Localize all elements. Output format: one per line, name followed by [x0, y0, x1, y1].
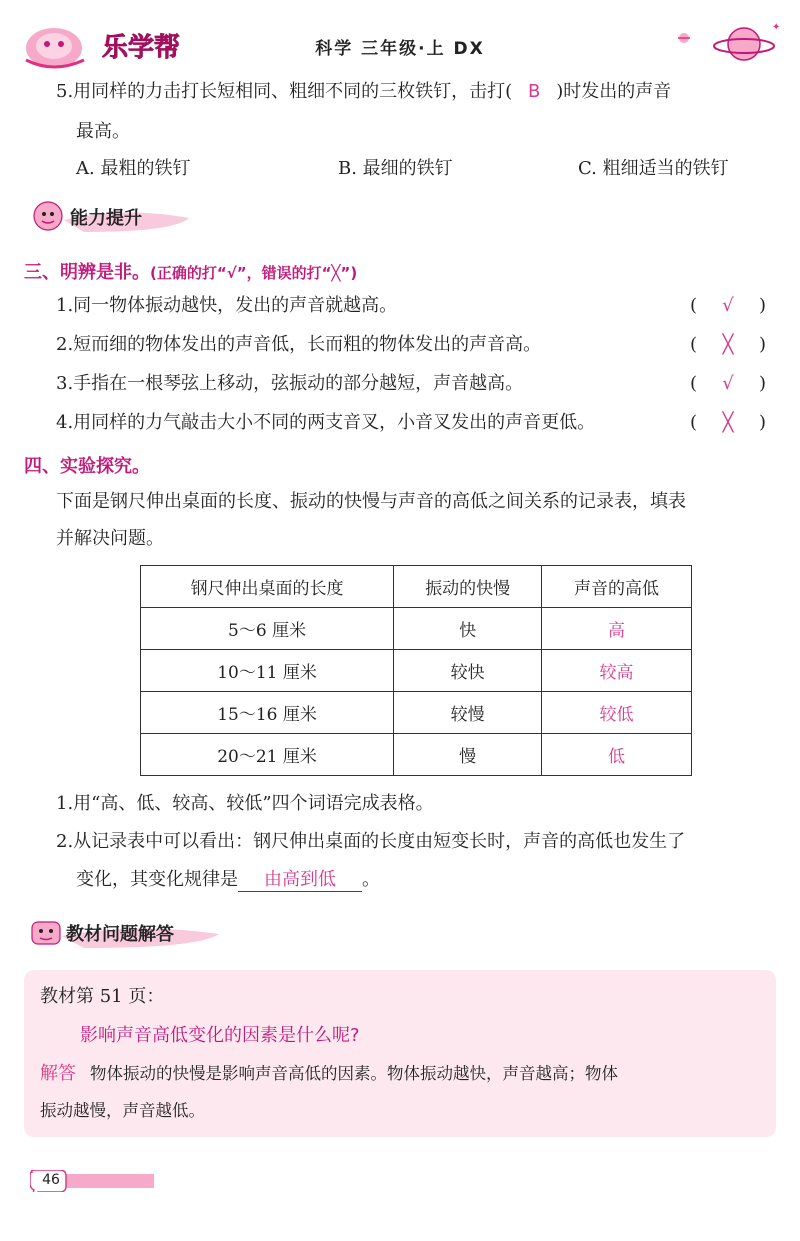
table-cell: 较快	[394, 650, 542, 692]
q5-line2: 最高。	[76, 121, 130, 142]
table-header: 钢尺伸出桌面的长度	[141, 566, 394, 608]
table-answer-cell: 较高	[542, 650, 692, 692]
paren-close: )	[759, 295, 767, 316]
paren-close: )	[759, 334, 767, 355]
table-cell: 15～16 厘米	[141, 692, 394, 734]
s4-q1: 1.用“高、低、较高、较低”四个词语完成表格。	[56, 793, 434, 814]
section4-heading: 四、实验探究。	[24, 456, 150, 477]
s3-answer-3	[690, 372, 780, 396]
svg-text:✦: ✦	[772, 22, 781, 33]
table-row	[141, 734, 692, 776]
s3-answer-2	[690, 333, 780, 357]
table-row	[141, 650, 692, 692]
s4-q2-answer: 由高到低	[238, 869, 362, 892]
page-number: 46	[42, 1172, 60, 1188]
s3-mark-3: √	[722, 373, 734, 394]
s4-q2-prefix: 变化，其变化规律是	[76, 869, 238, 890]
record-table	[140, 565, 692, 776]
header-title: 科学 三年级·上 DX	[315, 39, 485, 59]
banner-ability	[24, 196, 194, 236]
banner-textbook	[24, 912, 224, 952]
s3-answer-4	[690, 411, 780, 435]
table-answer-cell: 低	[542, 734, 692, 776]
table-header-row	[141, 566, 692, 608]
table-header: 声音的高低	[542, 566, 692, 608]
planet-icon	[664, 16, 784, 72]
textbook-question: 影响声音高低变化的因素是什么呢?	[80, 1025, 360, 1046]
table-cell: 5～6 厘米	[141, 608, 394, 650]
paren-open: (	[690, 412, 698, 433]
paren-open: (	[690, 295, 698, 316]
banner-ability-label: 能力提升	[70, 208, 142, 229]
answer-label: 解答	[40, 1063, 76, 1084]
paren-open: (	[690, 373, 698, 394]
table-answer-cell: 高	[542, 608, 692, 650]
answer-text-1: 物体振动的快慢是影响声音高低的因素。物体振动越快，声音越高；物体	[90, 1064, 618, 1083]
paren-open: (	[690, 334, 698, 355]
s4-q2-line2	[76, 868, 380, 892]
logo-text: 乐学帮	[102, 33, 181, 63]
s3-item-1: 1.同一物体振动越快，发出的声音就越高。	[56, 295, 398, 316]
q5-option-c: C. 粗细适当的铁钉	[578, 158, 729, 179]
table-cell: 20～21 厘米	[141, 734, 394, 776]
q5-option-a: A. 最粗的铁钉	[76, 158, 191, 179]
q5-line1	[56, 80, 671, 104]
textbook-page-ref: 教材第 51 页：	[40, 986, 165, 1007]
table-cell: 10～11 厘米	[141, 650, 394, 692]
table-row	[141, 692, 692, 734]
s4-intro-line1: 下面是钢尺伸出桌面的长度、振动的快慢与声音的高低之间关系的记录表，填表	[56, 491, 686, 512]
s3-item-2: 2.短而细的物体发出的声音低，长而粗的物体发出的声音高。	[56, 334, 542, 355]
q5-prefix: 5.用同样的力击打长短相同、粗细不同的三枚铁钉，击打(	[56, 81, 513, 102]
section3-note: (正确的打“√”，错误的打“╳”)	[150, 264, 358, 282]
section3-heading: 三、明辨是非。	[24, 262, 150, 283]
table-cell: 较慢	[394, 692, 542, 734]
q5-answer: B	[528, 81, 541, 102]
s3-item-4: 4.用同样的力气敲击大小不同的两支音叉，小音叉发出的声音更低。	[56, 412, 596, 433]
textbook-answer-line1	[40, 1062, 618, 1086]
table-answer-cell: 较低	[542, 692, 692, 734]
table-row	[141, 608, 692, 650]
s3-mark-2: ╳	[722, 334, 734, 355]
s4-q2-suffix: 。	[362, 869, 380, 890]
paren-close: )	[759, 412, 767, 433]
table-header: 振动的快慢	[394, 566, 542, 608]
table-cell: 快	[394, 608, 542, 650]
s4-intro-line2: 并解决问题。	[56, 528, 164, 549]
q5-suffix: )时发出的声音	[556, 81, 672, 102]
banner-textbook-label: 教材问题解答	[66, 924, 174, 945]
s3-answer-1	[690, 294, 780, 318]
s3-mark-4: ╳	[722, 412, 734, 433]
s4-q2-line1: 2.从记录表中可以看出：钢尺伸出桌面的长度由短变长时，声音的高低也发生了	[56, 831, 686, 852]
section3-header	[24, 258, 357, 284]
table-cell: 慢	[394, 734, 542, 776]
textbook-answer-line2: 振动越慢，声音越低。	[40, 1101, 205, 1120]
s3-mark-1: √	[722, 295, 734, 316]
paren-close: )	[759, 373, 767, 394]
s3-item-3: 3.手指在一根琴弦上移动，弦振动的部分越短，声音越高。	[56, 373, 524, 394]
q5-option-b: B. 最细的铁钉	[338, 158, 453, 179]
